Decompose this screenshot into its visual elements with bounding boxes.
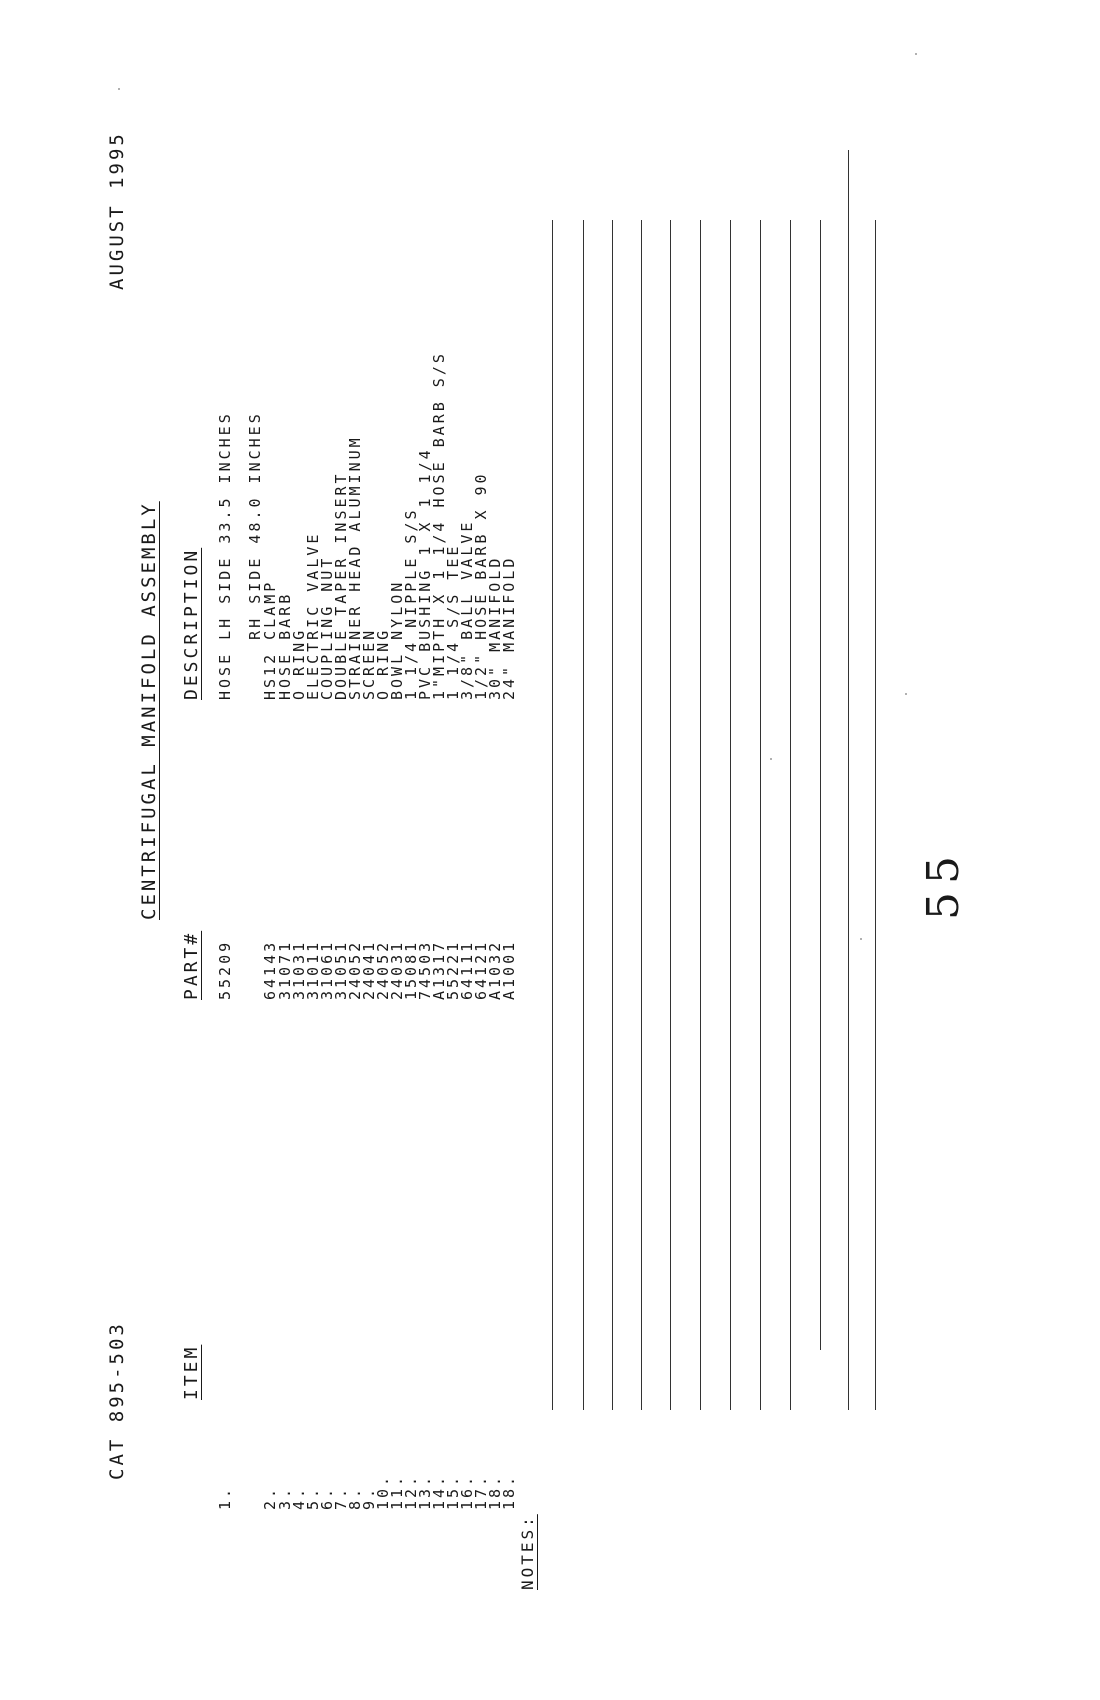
part-description: 1/2" HOSE BARB X 90 xyxy=(472,471,490,700)
notes-rule-line xyxy=(790,220,791,1410)
notes-rule-line xyxy=(583,220,584,1410)
item-number: 13. xyxy=(416,1473,434,1510)
part-description: 24" MANIFOLD xyxy=(500,555,518,700)
part-number: 24052 xyxy=(374,939,392,1000)
part-description: O RING xyxy=(290,627,308,700)
notes-label: NOTES: xyxy=(518,1514,537,1590)
part-number: 55209 xyxy=(216,939,234,1000)
item-number: 6. xyxy=(318,1485,336,1510)
notes-rule-line xyxy=(670,220,671,1410)
part-description: SCREEN xyxy=(360,627,378,700)
table-row xyxy=(432,0,447,1700)
part-description: 1 1/4 S/S TEE xyxy=(444,543,462,700)
table-row xyxy=(376,0,391,1700)
part-description: O RING xyxy=(374,627,392,700)
column-header-part: PART# xyxy=(181,930,202,1000)
item-number: 1. xyxy=(216,1485,234,1510)
part-description: RH SIDE 48.0 INCHES xyxy=(246,411,264,700)
notes-rule-line xyxy=(875,220,876,1410)
item-number: 17. xyxy=(472,1473,490,1510)
scan-speck xyxy=(915,53,917,55)
part-number: 24052 xyxy=(346,939,364,1000)
notes-rule-line xyxy=(641,220,642,1410)
page-number: 55 xyxy=(918,848,969,920)
part-description: PVC BUSHING 1 X 1 1/4 xyxy=(416,447,434,700)
part-number: A1032 xyxy=(486,939,504,1000)
item-number: 7. xyxy=(332,1485,350,1510)
part-description: HOSE LH SIDE 33.5 INCHES xyxy=(216,411,234,700)
part-number: A1317 xyxy=(430,939,448,1000)
item-number: 15. xyxy=(444,1473,462,1510)
item-number: 10. xyxy=(374,1473,392,1510)
part-number: 64111 xyxy=(458,939,476,1000)
item-number: 11. xyxy=(388,1473,406,1510)
part-description: 1 1/4 NIPPLE S/S xyxy=(402,507,420,700)
item-number: 14. xyxy=(430,1473,448,1510)
part-number: 24041 xyxy=(360,939,378,1000)
part-description: STRAINER HEAD ALUMINUM xyxy=(346,435,364,700)
notes-rule-line xyxy=(760,220,761,1410)
item-number: 9. xyxy=(360,1485,378,1510)
notes-rule-line xyxy=(612,220,613,1410)
table-row xyxy=(362,0,377,1700)
table-row xyxy=(263,0,278,1700)
part-number: 74503 xyxy=(416,939,434,1000)
part-description: 3/8" BALL VALVE xyxy=(458,519,476,700)
item-number: 8. xyxy=(346,1485,364,1510)
scan-speck xyxy=(905,693,907,695)
item-number: 5. xyxy=(304,1485,322,1510)
table-row xyxy=(390,0,405,1700)
table-row xyxy=(292,0,307,1700)
part-description: COUPLING NUT xyxy=(318,555,336,700)
item-number: 3. xyxy=(276,1485,294,1510)
notes-rule-line xyxy=(820,220,821,1350)
part-number: 64121 xyxy=(472,939,490,1000)
table-row xyxy=(460,0,475,1700)
part-number: 31011 xyxy=(304,939,322,1000)
table-row xyxy=(502,0,517,1700)
part-description: 1"MIPTH X 1 1/4 HOSE BARB S/S xyxy=(430,351,448,700)
item-number: 18. xyxy=(486,1473,504,1510)
item-number: 4. xyxy=(290,1485,308,1510)
part-number: A1001 xyxy=(500,939,518,1000)
table-row xyxy=(446,0,461,1700)
part-number: 31071 xyxy=(276,939,294,1000)
part-number: 31051 xyxy=(332,939,350,1000)
notes-rule-line xyxy=(552,220,553,1410)
scan-speck xyxy=(860,938,862,940)
table-row xyxy=(474,0,489,1700)
notes-rule-line xyxy=(848,150,849,1410)
item-number: 12. xyxy=(402,1473,420,1510)
table-row xyxy=(248,0,263,1700)
table-row xyxy=(320,0,335,1700)
part-description: HOSE BARB xyxy=(276,591,294,700)
part-number: 55221 xyxy=(444,939,462,1000)
table-row xyxy=(404,0,419,1700)
item-number: 2. xyxy=(261,1485,279,1510)
table-row xyxy=(278,0,293,1700)
column-header-description: DESCRIPTION xyxy=(181,547,202,700)
table-row xyxy=(348,0,363,1700)
table-row xyxy=(334,0,349,1700)
document-date: AUGUST 1995 xyxy=(106,131,128,290)
column-header-item: ITEM xyxy=(181,1344,202,1400)
document-title: CENTRIFUGAL MANIFOLD ASSEMBLY xyxy=(138,501,160,920)
part-description: ELECTRIC VALVE xyxy=(304,531,322,700)
table-row xyxy=(488,0,503,1700)
scan-speck xyxy=(770,758,772,760)
part-number: 24031 xyxy=(388,939,406,1000)
part-description: BOWL NYLON xyxy=(388,579,406,700)
notes-rule-line xyxy=(700,220,701,1410)
catalog-number: CAT 895-503 xyxy=(106,1321,128,1480)
part-description: 30" MANIFOLD xyxy=(486,555,504,700)
part-number: 31061 xyxy=(318,939,336,1000)
part-description: DOUBLE TAPER INSERT xyxy=(332,471,350,700)
part-number: 31031 xyxy=(290,939,308,1000)
part-description: HS12 CLAMP xyxy=(261,579,279,700)
item-number: 16. xyxy=(458,1473,476,1510)
scan-speck xyxy=(118,88,120,90)
table-row xyxy=(306,0,321,1700)
notes-rule-line xyxy=(730,220,731,1410)
table-row xyxy=(218,0,233,1700)
part-number: 15081 xyxy=(402,939,420,1000)
part-number: 64143 xyxy=(261,939,279,1000)
item-number: 18. xyxy=(500,1473,518,1510)
table-row xyxy=(418,0,433,1700)
